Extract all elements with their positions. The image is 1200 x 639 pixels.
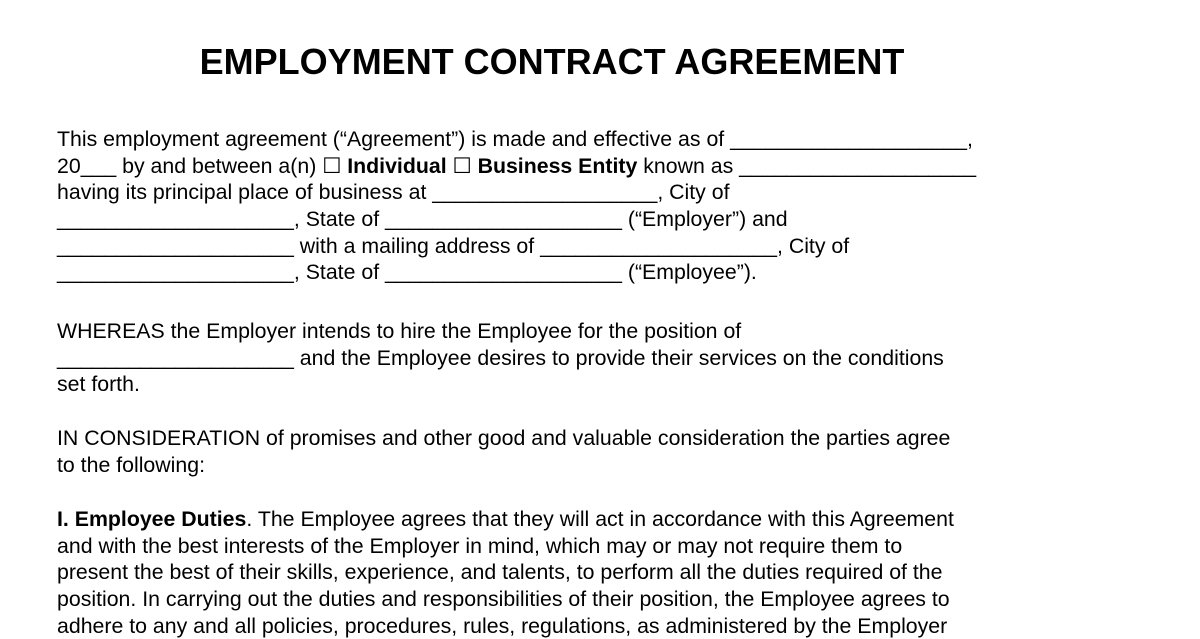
consideration-line-1: IN CONSIDERATION of promises and other good and valuable consideration the parties agree — [57, 426, 951, 450]
intro-line-5: ____________________ with a mailing address of ____________________, City of — [57, 233, 850, 258]
consideration-line-2: to the following: — [57, 452, 205, 477]
duties-line-2: and with the best interests of the Employer in mind, which may or may not require them to — [57, 533, 903, 558]
intro-line-6: ____________________, State of ____________________ (“Employee”). — [57, 260, 757, 285]
intro-line-3: having its principal place of business at ___________________, City of — [57, 180, 730, 205]
duties-line-3: present the best of their skills, experience, and talents, to perform all the duties required of the — [57, 560, 943, 585]
intro-line-4: ____________________, State of ____________________ (“Employer”) and — [57, 207, 788, 232]
duties-line-1-rest: . The Employee agrees that they will act in accordance with this Agreement — [246, 507, 954, 531]
whereas-paragraph — [57, 318, 944, 398]
consideration-paragraph — [57, 425, 950, 478]
intro-paragraph — [57, 126, 976, 286]
intro-line-2-start: 20___ by and between a(n) ☐ — [57, 153, 348, 178]
employee-duties-paragraph — [57, 506, 954, 639]
intro-line-2-checkbox: ☐ — [446, 153, 478, 178]
individual-option-label: Individual — [347, 153, 447, 178]
duties-line-1 — [57, 506, 954, 533]
intro-line-2 — [57, 153, 976, 180]
whereas-line-2: ____________________ and the Employee desires to provide their services on the conditions — [57, 345, 944, 370]
duties-line-4: position. In carrying out the duties and responsibilities of their position, the Employee agrees to — [57, 587, 950, 612]
duties-line-5: adhere to any and all policies, procedures, rules, regulations, as administered by the Employer — [57, 613, 948, 638]
whereas-line-3: set forth. — [57, 372, 140, 397]
whereas-line-1: WHEREAS the Employer intends to hire the Employee for the position of — [57, 319, 742, 343]
intro-line-2-end: known as ____________________ — [637, 153, 977, 178]
document-title: EMPLOYMENT CONTRACT AGREEMENT — [199, 41, 905, 82]
business-entity-option-label: Business Entity — [477, 153, 638, 178]
employee-duties-heading: I. Employee Duties — [57, 507, 247, 531]
intro-line-1: This employment agreement (“Agreement”) is made and effective as of ____________________, — [57, 127, 973, 151]
